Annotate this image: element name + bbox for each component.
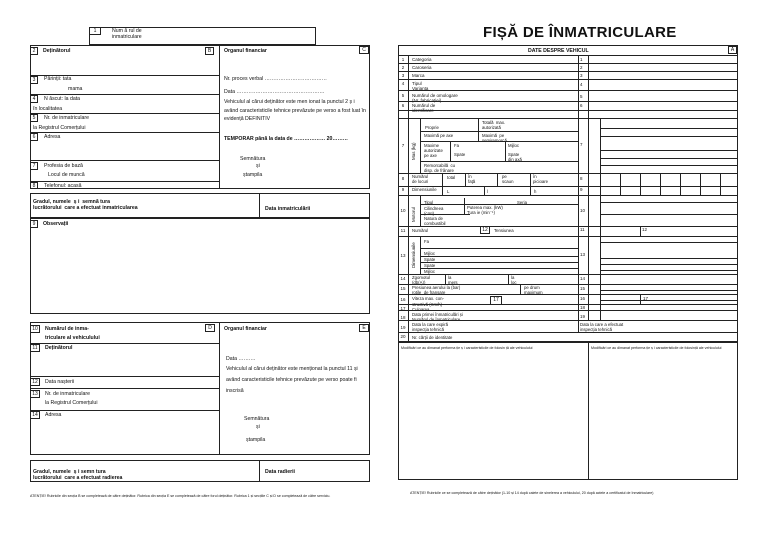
financial-body-header-e: Organul financiar — [224, 326, 267, 332]
wheel-front: Fa — [424, 239, 430, 244]
right-column-number: 13 — [580, 252, 586, 257]
trade-register-label-2: la Registrul Comerțului — [33, 125, 86, 131]
and-label: și — [256, 163, 260, 169]
field-number: 3 — [30, 76, 38, 84]
field-number: 9 — [30, 220, 38, 228]
engine-displacement: Cilindreea (cm³) — [424, 206, 444, 216]
section-letter: D — [205, 324, 215, 332]
section-letter: E — [359, 324, 369, 332]
mass-side-label: Mas (kg) — [411, 142, 416, 160]
dimensions-label: Dimensiunile — [412, 187, 437, 192]
engine-series: Seria — [517, 200, 528, 205]
deregistration-data: Data ………. — [226, 356, 256, 362]
modifications-box[interactable] — [398, 342, 738, 480]
row-label: Caroseria — [412, 65, 432, 70]
officer-signature-label: Gradul, numele ș i semnă tura lucrătorului care a efectuat inmatricularea — [33, 199, 138, 211]
mass-semitrailer: Maximă pe semiremorcă — [482, 133, 507, 143]
row-number: 15 — [400, 286, 406, 291]
section-letter: B — [205, 47, 214, 55]
observations-box[interactable] — [30, 218, 370, 314]
mass-towable: Remorcabilă cu disp. de frânare — [424, 163, 456, 173]
row-label: Marca — [412, 73, 425, 78]
mass-rear-axle: Spate din axă — [508, 152, 522, 162]
signature-label: Semnătura — [240, 156, 266, 162]
field-number: 4 — [30, 95, 38, 103]
vehicle-data-header: DATE DESPRE VEHICUL — [528, 48, 589, 54]
seats-seated: pe scaun — [502, 174, 514, 184]
row-number: 14 — [400, 276, 406, 281]
row-number: 13 — [400, 253, 406, 258]
first-registration-label: Data primei înmatriculări și Numărul de înmatriculare — [412, 312, 463, 322]
id-card-label: Nr. cărții de identitate — [412, 335, 453, 340]
seats-total: total — [447, 175, 456, 180]
field-number: 5 — [30, 114, 38, 122]
seats-label: Numărul de locuri — [412, 174, 429, 184]
row-number: 3 — [401, 73, 405, 78]
row-number: 1 — [401, 57, 405, 62]
right-column-number: 1 — [580, 57, 583, 62]
right-column-number: 7 — [580, 142, 583, 147]
deregistration-text: Vehiculul al cărui deținător este menționat la punctul 11 și având caracteristicile tehnice prevăzute pe verso poate fi inscrisă — [226, 366, 358, 394]
right-column-number: 10 — [580, 208, 586, 213]
right-column-number: 11 — [580, 227, 585, 232]
right-column-number: 12 — [642, 227, 648, 232]
right-column-number: 14 — [580, 276, 586, 281]
air-pressure-label: Presiunea aerului la (bar) roțile de fransare — [412, 285, 461, 295]
row-number: 10 — [400, 208, 406, 213]
parents-father-label: Părinții: tata — [44, 76, 72, 82]
field-number: 8 — [30, 182, 38, 189]
inspection-done-label: Data la care a efectuat inspecția tehnică — [580, 322, 624, 332]
field-number: 7 — [30, 162, 38, 170]
field-number: 13 — [30, 390, 40, 398]
mass-total: Totală max. autorizată — [482, 120, 506, 130]
holder-label: Deținătorul — [43, 48, 71, 54]
field-number: 1 — [89, 27, 101, 35]
birth-date-label: N ăscut: la data — [44, 96, 81, 102]
stamp-label: ștampila — [243, 172, 263, 178]
observations-label: Observații — [43, 221, 69, 227]
row-number: 17 — [400, 306, 406, 311]
right-column-number: 19 — [580, 314, 586, 319]
dim-height: h — [534, 189, 537, 194]
row-number: 9 — [401, 187, 405, 192]
holder-label-d: Deținătorul — [45, 345, 73, 351]
right-column-number: 2 — [580, 65, 583, 70]
field-number: 6 — [30, 133, 38, 141]
row-number: 20 — [400, 334, 406, 339]
field-number: 14 — [30, 411, 40, 419]
wheel-dimensions-side-label: Dimensiunile — [411, 242, 416, 268]
trade-register-label-d: Nr. de inmatriculare la Registrul Comerțului — [45, 391, 98, 406]
mass-front: Fa — [454, 143, 460, 148]
registration-text: Vehiculul al cărui deținător este men ionat la punctul 2 ș i având caracteristicile tehnice prevăzute pe verso a fost luat în evidență DEFINITIV — [224, 99, 366, 123]
financial-body-header: Organul financiar — [224, 48, 267, 54]
parents-mother-label: mama — [68, 86, 83, 92]
field-number: 12 — [30, 378, 40, 386]
mass-authorized: Maxime autorizate pe axe — [424, 143, 443, 158]
noise-static: la loc — [511, 275, 517, 285]
profession-label: Profesia de bază — [44, 163, 83, 169]
wheel-rear: Spate — [424, 257, 436, 262]
dim-width: l — [487, 189, 488, 194]
right-column-number: 6 — [580, 103, 583, 108]
birth-place-label: în localitatea — [33, 106, 63, 112]
row-number: 2 — [401, 65, 405, 70]
right-column-number: 9 — [580, 187, 583, 192]
number-label: Numărul — [412, 228, 429, 233]
row-number: 4 — [401, 81, 405, 86]
max-speed-label: Viteza max. con- structivă (Km/h) — [412, 296, 444, 307]
row-label: Tipul Varianta — [412, 81, 429, 91]
right-column-number: 16 — [580, 296, 586, 301]
noise-moving: la mers — [448, 275, 458, 285]
row-number: 5 — [401, 93, 405, 98]
row-label: Numărul de identificare — [412, 103, 436, 113]
modifications-left-label: Modificări ce au dimanat performa ție ș i caracteristicile de folosin ță ale vehiculului — [401, 346, 533, 350]
right-column-number: 3 — [580, 73, 583, 78]
stamp-label-e: ștampila — [246, 437, 266, 443]
trade-register-label: Nr. de inmatriculare — [44, 115, 89, 121]
seats-front: în faţă — [468, 174, 476, 184]
address-label-d: Adresa — [45, 412, 62, 418]
phone-label: Telefonul: acasă — [44, 183, 82, 189]
engine-fuel: Natura de combustibil — [424, 216, 446, 226]
mass-own: Proprie — [425, 125, 439, 130]
field-number: 12 — [480, 226, 490, 234]
field-number: 17 — [490, 296, 502, 305]
row-number: 7 — [401, 143, 405, 148]
workplace-label: Locul de muncă — [48, 172, 85, 178]
left-footnote: ATENȚIE! Rubricile din secția B se completează de către deținător. Rubrica din secția E se completează de către forul deținător. Rubrica 1 și secțiile C și D se completează de către serviciu. — [30, 494, 331, 498]
row-number: 16 — [400, 297, 406, 302]
section-letter: C — [359, 46, 369, 54]
right-column-number: 8 — [580, 176, 583, 181]
voltage-label: Tensiunea — [494, 228, 514, 233]
right-column-number: 5 — [580, 94, 583, 99]
noise-label: Zgomotul (db(A)) — [412, 275, 430, 285]
row-label: Categoria — [412, 57, 432, 62]
deregistration-date-label: Data radierii — [265, 469, 295, 475]
row-number: 19 — [400, 325, 406, 330]
right-column-number: 18 — [580, 305, 586, 310]
row-number: 11 — [400, 228, 406, 233]
engine-side-label: Motorul — [411, 206, 416, 222]
right-column-number: 15 — [580, 286, 586, 291]
address-label: Adresa — [44, 134, 61, 140]
registration-date-label: Data inmatriculării — [265, 206, 311, 212]
row-label: Numărul de omologare (Nr. fabricației) — [412, 93, 458, 103]
inspection-expiry-label: Data la care expiră inspecția tehnică — [412, 322, 449, 332]
field-number: 10 — [30, 325, 40, 333]
engine-type: Tipul — [424, 200, 434, 205]
wheel-rear-2: Spate — [424, 263, 436, 268]
officer-deregistration-label: Gradul, numele ș i semn tura lucrătorului care a efectuat radierea — [33, 469, 123, 481]
seats-standing: în picioare — [533, 174, 549, 184]
mass-rear: Spate — [454, 152, 466, 157]
right-footnote: ATENȚIE! Rubricile ce se completează de către deținător (1-10 și 14 după caiete de sinelerea a vehiculului, 20 după actele a certificatul de înmatriculare) — [410, 491, 654, 495]
row-number: 18 — [400, 315, 406, 320]
color-label: Culoarea — [412, 307, 430, 312]
birth-date-label-d: Data nașterii — [45, 379, 75, 385]
wheel-middle: Mijloc — [424, 251, 435, 256]
air-pressure-road: pe drum maximum — [524, 285, 543, 295]
signature-label-e: Semnătura — [244, 416, 270, 422]
report-date: Data …………………………………………… — [224, 89, 325, 95]
vehicle-plate-label: Numărul de inma- triculare al vehiculului — [45, 326, 100, 341]
report-number: Nr. proces verbal ……………………………… — [224, 76, 327, 82]
right-column-number: 17 — [643, 296, 649, 301]
field-number: 11 — [30, 344, 40, 352]
dim-length: L — [447, 189, 450, 194]
engine-power: Puterea max. (kW) Tura ie (min⁻¹) — [467, 205, 503, 215]
mass-max-axle: Maximă pe axe — [424, 133, 454, 138]
section-letter: A — [728, 46, 737, 54]
temporary-until: TEMPORAR până la data de ……………… 20……… — [224, 136, 348, 142]
field-number: 2 — [30, 47, 38, 55]
mass-middle: Mijloc — [508, 143, 519, 148]
right-column-number: 4 — [580, 82, 583, 87]
and-label-e: și — [256, 424, 260, 430]
form-title: FIȘĂ DE ÎNMATRICULARE — [483, 24, 677, 41]
registration-number-label: Num ă rul de inmatriculare — [112, 28, 142, 40]
wheel-middle-2: Mijloc — [424, 269, 435, 274]
modifications-right-label: Modificări ce au dimanat performa ție ș i caracteristicile de folosință ale vehiculului — [591, 346, 722, 350]
row-number: 6 — [401, 103, 405, 108]
row-number: 8 — [401, 176, 405, 181]
